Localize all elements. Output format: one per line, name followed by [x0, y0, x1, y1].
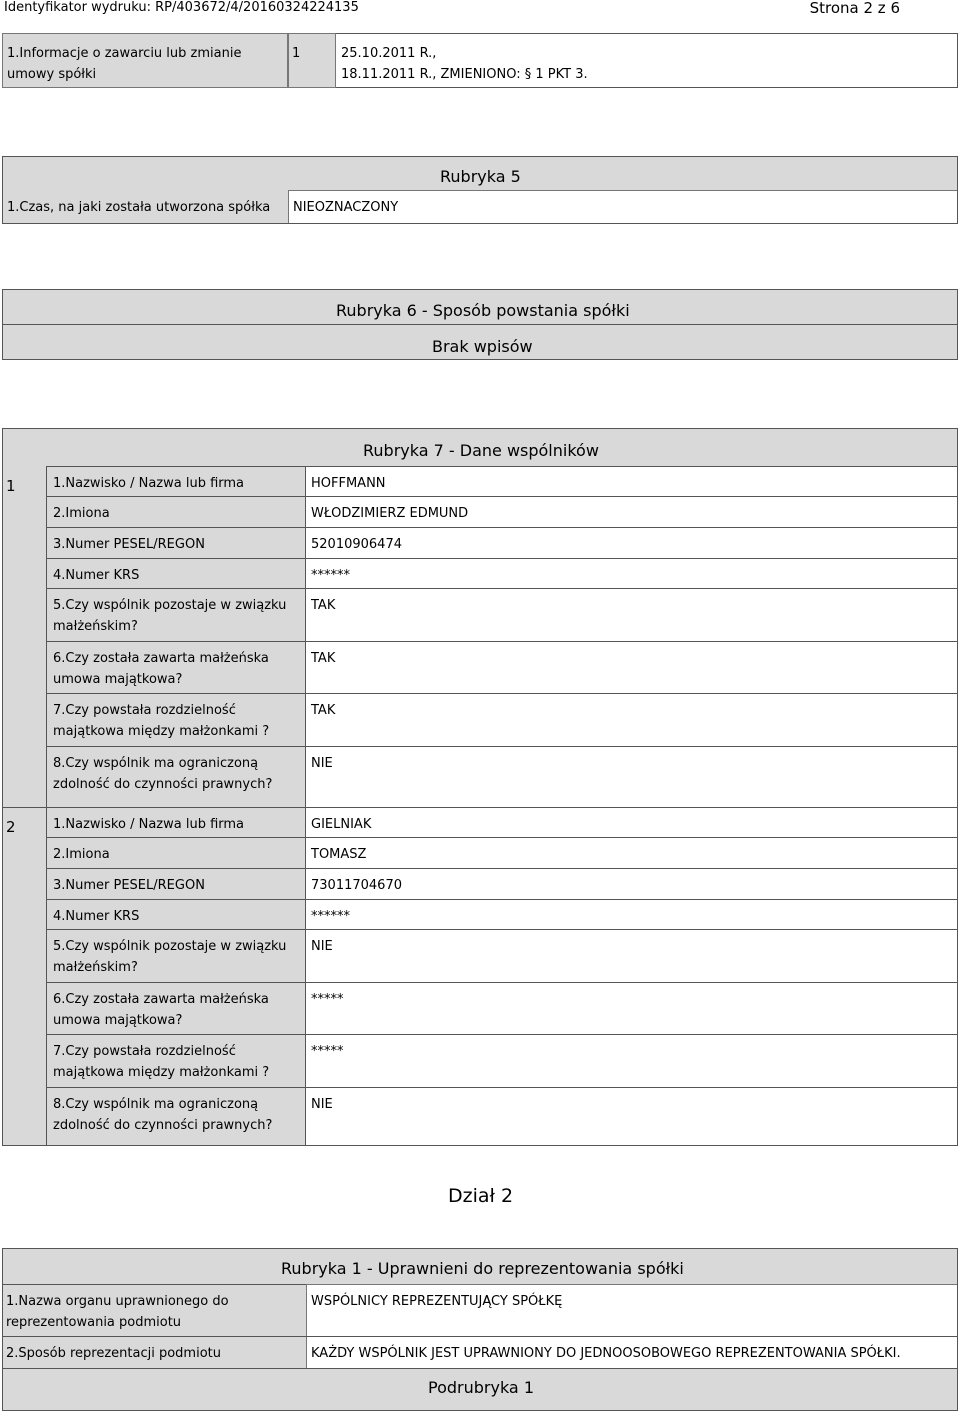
field-value: WŁODZIMIERZ EDMUND: [311, 506, 469, 521]
organ-label: 1.Nazwa organu uprawnionego do reprezentowania podmiotu: [6, 1294, 229, 1330]
row-divider: [46, 527, 957, 528]
field-label: 6.Czy została zawarta małżeńska umowa majątkowa?: [53, 651, 269, 687]
dzial2-rubryka1-title: Rubryka 1 - Uprawnieni do reprezentowania spółki: [281, 1259, 684, 1278]
field-label: 8.Czy wspólnik ma ograniczoną zdolność do czynności prawnych?: [53, 1097, 273, 1133]
field-value: ******: [311, 909, 350, 924]
field-label: 5.Czy wspólnik pozostaje w związku małżeńskim?: [53, 939, 287, 975]
column-divider: [305, 466, 306, 807]
column-divider: [305, 807, 306, 1145]
row-divider: [46, 929, 957, 930]
info-number: 1: [292, 46, 301, 61]
field-value: NIE: [311, 1097, 333, 1112]
row-divider: [46, 496, 957, 497]
representation-label: 2.Sposób reprezentacji podmiotu: [6, 1346, 221, 1361]
info-label: 1.Informacje o zawarciu lub zmianie umowy spółki: [7, 46, 242, 82]
field-label: 8.Czy wspólnik ma ograniczoną zdolność do czynności prawnych?: [53, 756, 273, 792]
podrubryka-title: Podrubryka 1: [428, 1378, 534, 1397]
field-value: ******: [311, 568, 350, 583]
row-divider: [46, 693, 957, 694]
organ-value: WSPÓLNICY REPREZENTUJĄCY SPÓŁKĘ: [311, 1294, 563, 1309]
rubryka5-label: 1.Czas, na jaki została utworzona spółka: [7, 200, 271, 215]
field-value: 73011704670: [311, 878, 402, 893]
field-label: 6.Czy została zawarta małżeńska umowa majątkowa?: [53, 992, 269, 1028]
print-identifier: Identyfikator wydruku: RP/403672/4/20160324224135: [4, 0, 359, 15]
rubryka7-white-area: [305, 466, 957, 1145]
field-label: 1.Nazwisko / Nazwa lub firma: [53, 476, 245, 491]
field-value: TAK: [311, 703, 336, 718]
rubryka5-value: NIEOZNACZONY: [293, 200, 399, 215]
row-divider: [46, 1087, 957, 1088]
field-label: 4.Numer KRS: [53, 568, 140, 583]
field-label: 7.Czy powstała rozdzielność majątkowa między małżonkami ?: [53, 703, 270, 739]
field-value: TAK: [311, 651, 336, 666]
row-divider: [46, 1034, 957, 1035]
row-divider: [46, 837, 957, 838]
row-divider: [46, 558, 957, 559]
info-value-line2: 18.11.2011 R., ZMIENIONO: § 1 PKT 3.: [341, 67, 588, 82]
partner-number: 2: [6, 818, 16, 836]
info-value-line1: 25.10.2011 R.,: [341, 46, 437, 61]
dzial2-title: Dział 2: [448, 1185, 514, 1207]
field-label: 7.Czy powstała rozdzielność majątkowa między małżonkami ?: [53, 1044, 270, 1080]
row-divider: [46, 746, 957, 747]
field-label: 5.Czy wspólnik pozostaje w związku małżeńskim?: [53, 598, 287, 634]
field-value: TOMASZ: [311, 847, 367, 862]
field-label: 3.Numer PESEL/REGON: [53, 878, 205, 893]
partner-number: 1: [6, 477, 16, 495]
row-divider: [46, 982, 957, 983]
field-value: GIELNIAK: [311, 817, 372, 832]
field-label: 2.Imiona: [53, 847, 110, 862]
field-value: 52010906474: [311, 537, 402, 552]
field-value: NIE: [311, 939, 333, 954]
field-value: *****: [311, 1044, 344, 1059]
field-label: 1.Nazwisko / Nazwa lub firma: [53, 817, 245, 832]
rubryka7-title: Rubryka 7 - Dane wspólników: [363, 441, 599, 460]
row-divider: [46, 588, 957, 589]
rubryka6-note: Brak wpisów: [432, 337, 533, 356]
representation-value: KAŻDY WSPÓLNIK JEST UPRAWNIONY DO JEDNOOSOBOWEGO REPREZENTOWANIA SPÓŁKI.: [311, 1346, 901, 1361]
field-value: TAK: [311, 598, 336, 613]
field-label: 3.Numer PESEL/REGON: [53, 537, 205, 552]
row-divider: [46, 899, 957, 900]
field-value: HOFFMANN: [311, 476, 386, 491]
row-divider: [46, 641, 957, 642]
field-label: 2.Imiona: [53, 506, 110, 521]
field-label: 4.Numer KRS: [53, 909, 140, 924]
field-value: *****: [311, 992, 344, 1007]
rubryka6-title: Rubryka 6 - Sposób powstania spółki: [336, 301, 630, 320]
page-number: Strona 2 z 6: [809, 0, 900, 17]
field-value: NIE: [311, 756, 333, 771]
row-divider: [46, 868, 957, 869]
rubryka5-title: Rubryka 5: [440, 167, 521, 186]
